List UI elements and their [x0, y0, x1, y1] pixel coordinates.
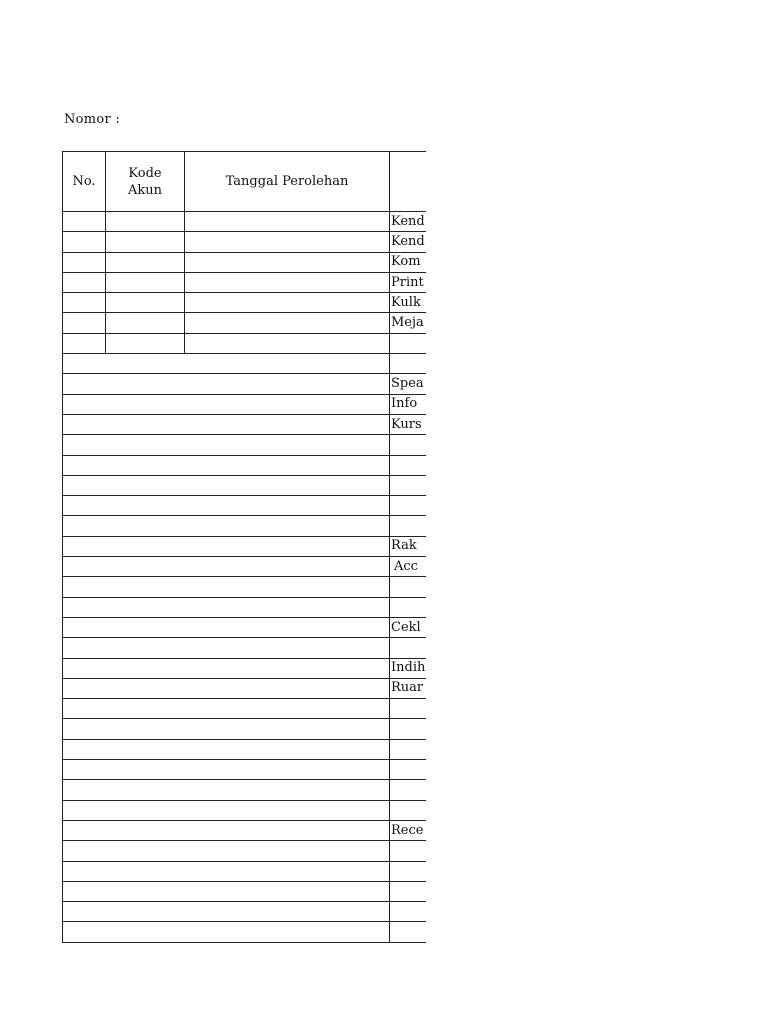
cell-kode-akun — [106, 212, 185, 232]
cell-nama-barang: Meja — [390, 313, 427, 333]
table-row — [63, 475, 427, 495]
cell-tanggal-perolehan — [185, 252, 390, 272]
cell-kode-akun — [106, 333, 185, 353]
cell-merged — [63, 638, 390, 658]
cell-tanggal-perolehan — [185, 212, 390, 232]
table-row — [63, 881, 427, 901]
cell-nama-barang: Ruar — [390, 678, 427, 698]
cell-nama-barang — [390, 780, 427, 800]
cell-no — [63, 252, 106, 272]
table-row — [63, 638, 427, 658]
cell-tanggal-perolehan — [185, 313, 390, 333]
cell-nama-barang: Kurs — [390, 414, 427, 434]
table-row — [63, 780, 427, 800]
cell-no — [63, 313, 106, 333]
header-no: No. — [63, 152, 106, 212]
cell-nama-barang: Kend — [390, 212, 427, 232]
cell-nama-barang: Spea — [390, 374, 427, 394]
table-row — [63, 902, 427, 922]
cell-merged — [63, 455, 390, 475]
cell-merged — [63, 881, 390, 901]
cell-nama-barang — [390, 719, 427, 739]
cell-no — [63, 212, 106, 232]
table-row — [63, 435, 427, 455]
cell-nama-barang — [390, 739, 427, 759]
cell-nama-barang — [390, 577, 427, 597]
header-nama-barang — [390, 152, 427, 212]
header-kode-akun — [106, 152, 185, 212]
cell-merged — [63, 760, 390, 780]
cell-kode-akun — [106, 272, 185, 292]
cell-no — [63, 272, 106, 292]
table-row — [63, 496, 427, 516]
cell-nama-barang — [390, 800, 427, 820]
table-row — [63, 922, 427, 942]
cell-merged — [63, 861, 390, 881]
cell-merged — [63, 536, 390, 556]
cell-merged — [63, 354, 390, 374]
cell-merged — [63, 739, 390, 759]
cell-nama-barang — [390, 699, 427, 719]
table-row — [63, 455, 427, 475]
asset-table-container — [62, 151, 426, 945]
cell-merged — [63, 902, 390, 922]
cell-kode-akun — [106, 232, 185, 252]
cell-merged — [63, 719, 390, 739]
cell-no — [63, 293, 106, 313]
cell-merged — [63, 841, 390, 861]
table-row — [63, 252, 427, 272]
cell-merged — [63, 475, 390, 495]
table-row — [63, 272, 427, 292]
table-row — [63, 333, 427, 353]
cell-nama-barang — [390, 881, 427, 901]
table-row — [63, 841, 427, 861]
cell-merged — [63, 820, 390, 840]
table-body — [63, 212, 427, 943]
cell-merged — [63, 922, 390, 942]
header-kode-akun-line2: Akun — [127, 182, 162, 198]
table-row — [63, 374, 427, 394]
cell-nama-barang: Kulk — [390, 293, 427, 313]
cell-kode-akun — [106, 293, 185, 313]
cell-nama-barang: Kend — [390, 232, 427, 252]
table-row — [63, 394, 427, 414]
table-row — [63, 557, 427, 577]
table-row — [63, 658, 427, 678]
cell-nama-barang: Indih — [390, 658, 427, 678]
cell-merged — [63, 557, 390, 577]
table-row — [63, 739, 427, 759]
table-row — [63, 861, 427, 881]
table-row — [63, 597, 427, 617]
cell-nama-barang — [390, 455, 427, 475]
cell-tanggal-perolehan — [185, 272, 390, 292]
cell-merged — [63, 658, 390, 678]
cell-nama-barang — [390, 516, 427, 536]
cell-nama-barang — [390, 902, 427, 922]
cell-merged — [63, 577, 390, 597]
header-kode-akun-line1: Kode — [128, 165, 162, 181]
table-header-row — [63, 152, 427, 212]
cell-nama-barang — [390, 597, 427, 617]
cell-nama-barang — [390, 354, 427, 374]
cell-merged — [63, 699, 390, 719]
cell-merged — [63, 678, 390, 698]
cell-nama-barang: Print — [390, 272, 427, 292]
cell-merged — [63, 617, 390, 637]
cell-nama-barang: Rak — [390, 536, 427, 556]
cell-nama-barang — [390, 435, 427, 455]
cell-merged — [63, 597, 390, 617]
cell-merged — [63, 496, 390, 516]
cell-nama-barang — [390, 922, 427, 942]
table-row — [63, 313, 427, 333]
cell-nama-barang — [390, 760, 427, 780]
cell-nama-barang — [390, 638, 427, 658]
cell-merged — [63, 516, 390, 536]
table-row — [63, 232, 427, 252]
cell-no — [63, 333, 106, 353]
table-row — [63, 719, 427, 739]
cell-merged — [63, 414, 390, 434]
cell-tanggal-perolehan — [185, 333, 390, 353]
table-row — [63, 678, 427, 698]
cell-nama-barang: Kom — [390, 252, 427, 272]
cell-nama-barang — [390, 475, 427, 495]
cell-merged — [63, 800, 390, 820]
table-row — [63, 800, 427, 820]
cell-merged — [63, 394, 390, 414]
table-row — [63, 293, 427, 313]
cell-nama-barang — [390, 333, 427, 353]
cell-merged — [63, 780, 390, 800]
table-row — [63, 577, 427, 597]
asset-table — [62, 151, 426, 943]
cell-nama-barang: Acc — [390, 557, 427, 577]
cell-nama-barang: Info — [390, 394, 427, 414]
cell-nama-barang: Cekl — [390, 617, 427, 637]
table-row — [63, 212, 427, 232]
table-row — [63, 617, 427, 637]
cell-tanggal-perolehan — [185, 293, 390, 313]
table-row — [63, 536, 427, 556]
table-row — [63, 516, 427, 536]
table-row — [63, 354, 427, 374]
cell-kode-akun — [106, 252, 185, 272]
header-tanggal-perolehan: Tanggal Perolehan — [185, 152, 390, 212]
cell-tanggal-perolehan — [185, 232, 390, 252]
cell-nama-barang — [390, 496, 427, 516]
nomor-label: Nomor : — [64, 112, 121, 127]
cell-nama-barang — [390, 861, 427, 881]
table-row — [63, 820, 427, 840]
cell-kode-akun — [106, 313, 185, 333]
cell-no — [63, 232, 106, 252]
table-row — [63, 699, 427, 719]
cell-merged — [63, 435, 390, 455]
table-row — [63, 760, 427, 780]
table-row — [63, 414, 427, 434]
cell-merged — [63, 374, 390, 394]
cell-nama-barang: Rece — [390, 820, 427, 840]
cell-nama-barang — [390, 841, 427, 861]
